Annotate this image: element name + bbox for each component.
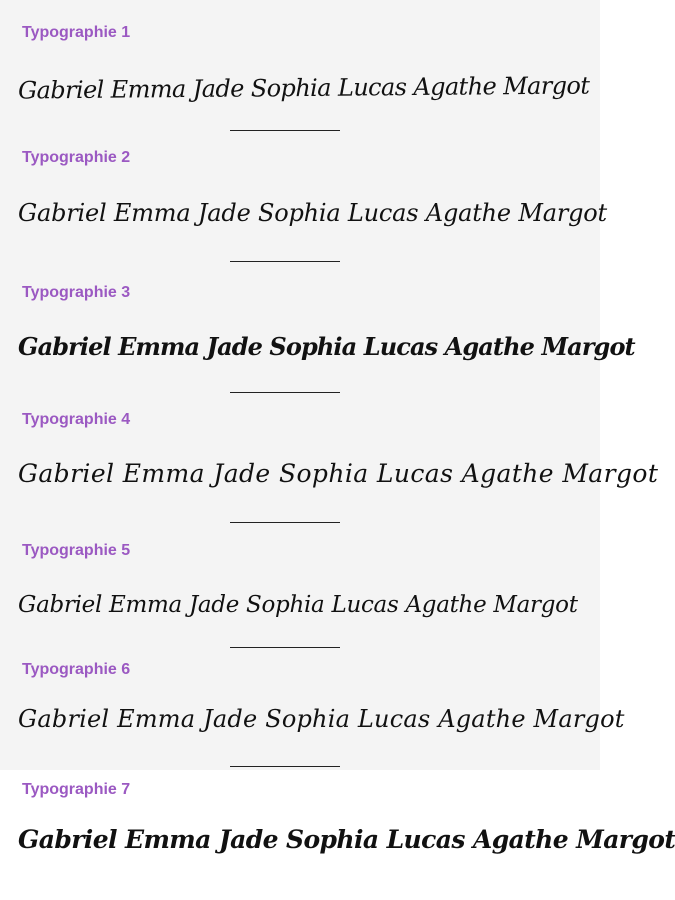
typography-label: Typographie 1 [22,24,131,41]
sample-names: Gabriel Emma Jade Sophia Lucas Agathe Margot [18,332,635,361]
section-divider [230,392,340,393]
typography-label: Typographie 3 [22,284,131,301]
section-divider [230,261,340,262]
sample-names: Gabriel Emma Jade Sophia Lucas Agathe Margot [18,459,659,488]
typography-label: Typographie 2 [22,149,131,166]
section-divider [230,766,340,767]
sample-names: Gabriel Emma Jade Sophia Lucas Agathe Margot [18,199,607,227]
sample-names: Gabriel Emma Jade Sophia Lucas Agathe Margot [18,592,578,618]
sample-names: Gabriel Emma Jade Sophia Lucas Agathe Margot [18,825,675,854]
section-divider [230,522,340,523]
typography-label: Typographie 7 [22,781,131,798]
sample-names: Gabriel Emma Jade Sophia Lucas Agathe Margot [17,71,590,105]
section-divider [230,130,340,131]
typography-label: Typographie 4 [22,411,131,428]
sample-names: Gabriel Emma Jade Sophia Lucas Agathe Margot [18,705,625,733]
typography-label: Typographie 6 [22,661,131,678]
section-divider [230,647,340,648]
typography-label: Typographie 5 [22,542,131,559]
